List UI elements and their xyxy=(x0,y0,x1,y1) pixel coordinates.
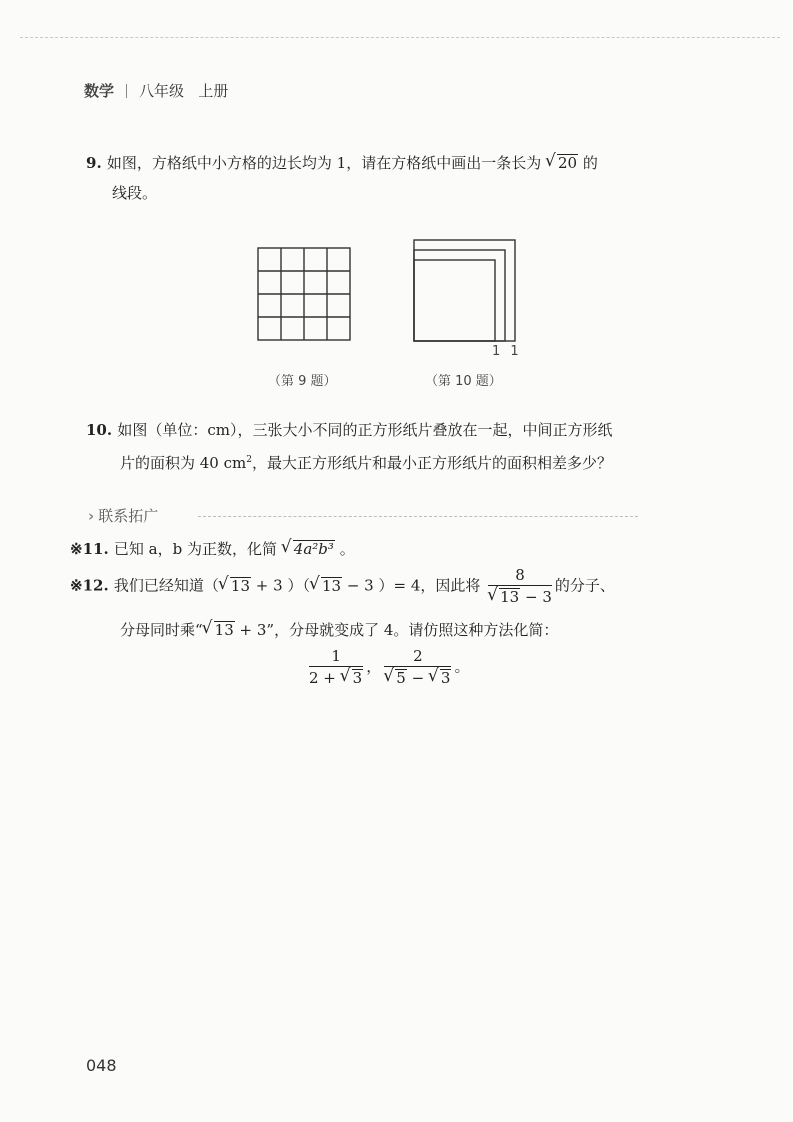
figure-9-grid xyxy=(256,246,352,342)
large-square xyxy=(414,240,515,341)
question-10-line1: 10. 如图（单位：cm），三张大小不同的正方形纸片叠放在一起，中间正方形纸 xyxy=(86,421,613,439)
question-12-line2 xyxy=(70,615,730,645)
sqrt-13: √ 13 xyxy=(203,615,235,645)
question-12-text-6: + 3”，分母就变成了 4。请仿照这种方法化简： xyxy=(239,621,559,639)
question-9-text-end: 的 xyxy=(582,154,598,172)
question-10-text-b: ，最大正方形纸片和最小正方形纸片的面积相差多少？ xyxy=(251,454,612,472)
figure-10-squares xyxy=(410,236,520,346)
page-number: 048 xyxy=(86,1056,117,1075)
fraction-denominator: 2 + √ 3 xyxy=(309,667,363,688)
fraction-numerator: 2 xyxy=(384,647,451,667)
question-12-number: ※12 xyxy=(70,576,104,595)
chevron-right-icon: › xyxy=(88,507,95,525)
middle-square xyxy=(414,250,505,341)
header-grade: 八年级 xyxy=(139,82,185,100)
figure-10-dimension-labels: 1 1 xyxy=(492,344,522,359)
fraction-2-over-sqrt5-minus-sqrt3 xyxy=(384,647,451,688)
question-11-text: 已知 a，b 为正数，化简 xyxy=(113,540,277,558)
question-11-number: ※11 xyxy=(70,540,104,558)
question-12-text-2: + 3 ）（ xyxy=(255,576,310,595)
question-9-line2: 线段。 xyxy=(112,184,158,202)
sqrt-20: √ 20 xyxy=(546,148,578,178)
section-dashed-rule xyxy=(198,516,638,517)
header-separator xyxy=(126,84,127,98)
fraction-numerator: 1 xyxy=(309,647,363,667)
question-10-number: 10 xyxy=(86,421,107,439)
figure-10-caption: （第 10 题） xyxy=(425,374,502,389)
fraction-numerator: 8 xyxy=(488,566,552,586)
question-10-text-a: 片的面积为 40 cm xyxy=(120,454,247,472)
fraction-denominator: √ 5 − √ 3 xyxy=(384,667,451,688)
question-10 xyxy=(86,415,726,478)
section-title: 联系拓广 xyxy=(98,507,159,525)
question-12-text-5: 分母同时乘“ xyxy=(120,621,203,639)
superscript-2: 2 xyxy=(246,455,252,465)
figure-9-caption: （第 9 题） xyxy=(268,374,337,389)
header-subject: 数学 xyxy=(84,82,115,100)
fraction-1-over-2-plus-sqrt3 xyxy=(309,647,363,688)
fraction-denominator: √ 13 − 3 xyxy=(488,586,552,607)
running-header xyxy=(84,80,228,101)
sqrt-13: √ 13 xyxy=(310,571,342,601)
question-10-text: 如图（单位：cm），三张大小不同的正方形纸片叠放在一起，中间正方形纸 xyxy=(117,421,613,439)
question-12-text-3: − 3 ）= 4，因此将 xyxy=(346,576,481,595)
question-9 xyxy=(86,148,706,208)
question-12-expressions xyxy=(70,647,730,688)
question-12-end: 。 xyxy=(454,657,470,676)
question-12 xyxy=(70,566,730,688)
question-9-line1: 9. 如图，方格纸中小方格的边长均为 1，请在方格纸中画出一条长为 √ 20 的 xyxy=(86,148,706,178)
small-square xyxy=(414,260,495,341)
question-11: ※11. 已知 a，b 为正数，化简 √ 4a²b³ 。 xyxy=(70,534,710,564)
sqrt-4a2b3: √ 4a²b³ xyxy=(282,534,335,564)
header-volume: 上册 xyxy=(198,82,229,100)
question-12-text-4: 的分子、 xyxy=(554,576,615,595)
question-12-line1: ※12. 我们已经知道（√ 13 + 3 ）（√ 13 − 3 ）= 4，因此将 8 √ 13 − 3 的分子、 xyxy=(70,566,730,607)
fraction-8-over-sqrt13-minus-3 xyxy=(488,566,552,607)
question-11-end: 。 xyxy=(339,540,355,558)
sqrt-13: √ 13 xyxy=(219,571,251,601)
question-10-line2 xyxy=(86,445,726,478)
top-dashed-rule xyxy=(20,37,780,38)
question-9-number: 9 xyxy=(86,154,97,172)
expression-separator: ， xyxy=(366,657,382,676)
question-12-text-1: 我们已经知道（ xyxy=(113,576,219,595)
section-heading xyxy=(88,505,158,526)
question-9-text: 如图，方格纸中小方格的边长均为 1，请在方格纸中画出一条长为 xyxy=(106,154,542,172)
